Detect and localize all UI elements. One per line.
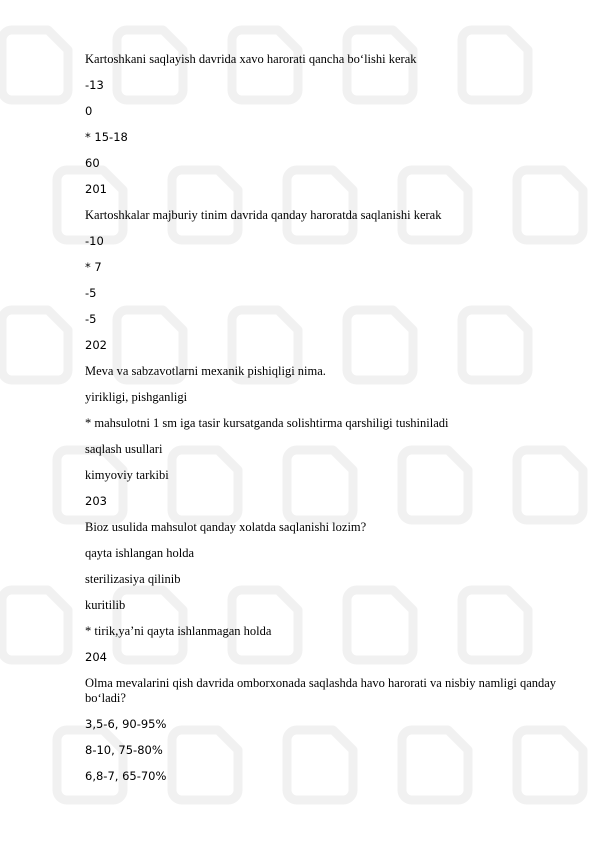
question-text: Meva va sabzavotlarni mexanik pishiqligi nima. [85, 364, 326, 378]
document-body [85, 52, 565, 795]
answer-option: -5 [85, 286, 97, 300]
answer-option: 0 [85, 104, 93, 118]
question-number: 203 [85, 494, 107, 508]
answer-option: -5 [85, 312, 97, 326]
answer-option: yirikligi, pishganligi [85, 390, 188, 404]
document-watermark-icon [2, 30, 68, 100]
question-text: Kartoshkani saqlayish davrida xavo harorati qancha bo‘lishi kerak [85, 52, 417, 66]
answer-option: sterilizasiya qilinib [85, 572, 181, 586]
answer-option: -13 [85, 78, 104, 92]
question-text: Olma mevalarini qish davrida omborxonada saqlashda havo harorati va nisbiy namligi qanday bo‘ladi? [85, 676, 557, 705]
answer-option-correct: * tirik,ya’ni qayta ishlanmagan holda [85, 624, 272, 638]
answer-option: kimyoviy tarkibi [85, 468, 169, 482]
answer-option: -10 [85, 234, 104, 248]
answer-option: 6,8-7, 65-70% [85, 769, 167, 783]
question-number: 201 [85, 182, 107, 196]
answer-option: saqlash usullari [85, 442, 163, 456]
answer-option-correct: * 15-18 [85, 130, 128, 144]
question-text: Kartoshkalar majburiy tinim davrida qanday haroratda saqlanishi kerak [85, 208, 442, 222]
question-number: 202 [85, 338, 107, 352]
question-text: Bioz usulida mahsulot qanday xolatda saqlanishi lozim? [85, 520, 367, 534]
document-watermark-icon [2, 590, 68, 660]
answer-option: qayta ishlangan holda [85, 546, 194, 560]
document-watermark-icon [2, 310, 68, 380]
answer-option-correct: * 7 [85, 260, 102, 274]
answer-option-correct: * mahsulotni 1 sm iga tasir kursatganda solishtirma qarshiligi tushiniladi [85, 416, 449, 430]
answer-option: kuritilib [85, 598, 126, 612]
answer-option: 60 [85, 156, 100, 170]
answer-option: 8-10, 75-80% [85, 743, 163, 757]
question-number: 204 [85, 650, 107, 664]
answer-option: 3,5-6, 90-95% [85, 717, 167, 731]
